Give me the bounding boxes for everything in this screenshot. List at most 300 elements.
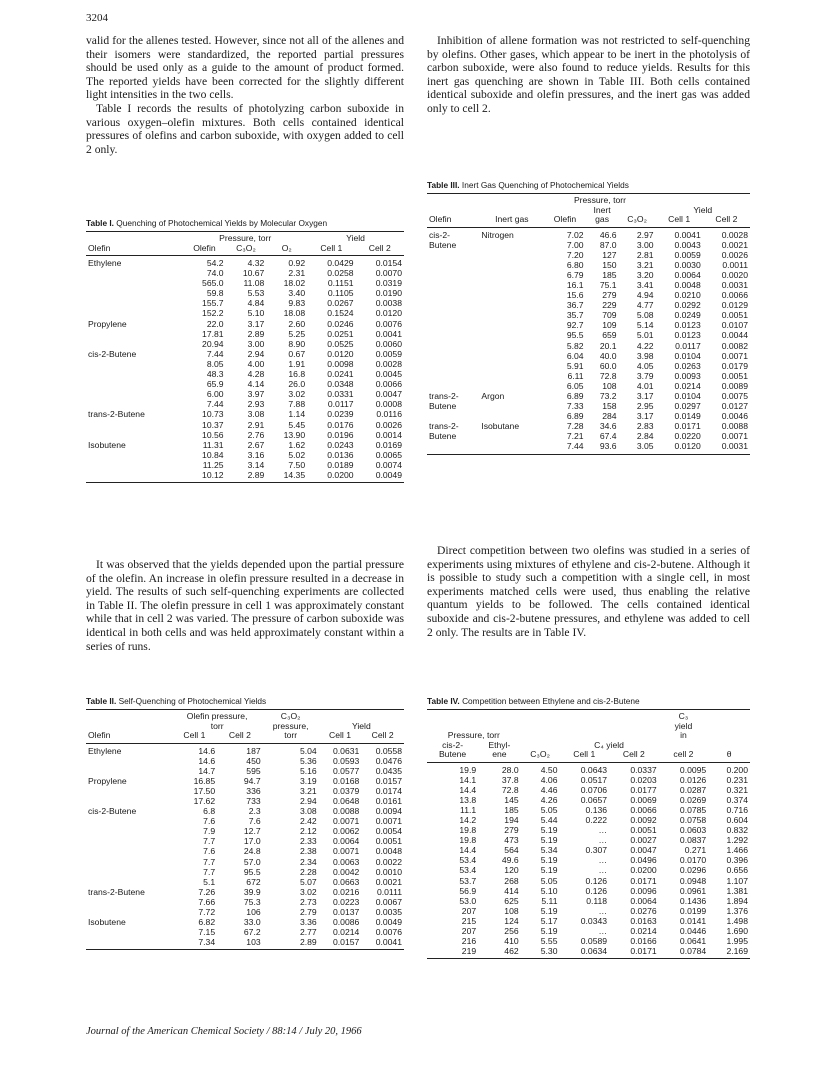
table-cell: 7.26 [198, 886, 216, 897]
table-cell: 279 [602, 290, 617, 301]
table-cell: 414 [504, 885, 519, 896]
table-cell: 0.0593 [333, 755, 360, 766]
table-cell: 5.05 [540, 804, 558, 815]
table-cell: 0.0076 [375, 927, 402, 938]
table-cell [479, 290, 544, 300]
table-cell: 20.94 [202, 338, 224, 349]
table-cell: 0.0065 [375, 449, 402, 460]
table-cell: 0.0343 [580, 915, 608, 926]
table-cell: 4.84 [247, 298, 265, 309]
table-cell: 0.0088 [333, 806, 360, 817]
table-cell: 0.396 [726, 855, 748, 866]
table-cell: 4.22 [636, 340, 654, 351]
table-cell: 0.0174 [375, 785, 402, 796]
table-cell: 7.88 [288, 399, 306, 410]
table-cell [86, 857, 172, 867]
table-cell: 2.31 [288, 268, 306, 279]
table-2-grid [86, 709, 404, 950]
table-row [86, 857, 404, 867]
table-cell: 0.1151 [327, 278, 354, 289]
table-cell: 1.376 [726, 905, 748, 916]
table-cell: 56.9 [459, 885, 477, 896]
table-cell [427, 250, 479, 260]
table-cell: 0.0048 [674, 279, 701, 290]
column-header: Olefin [86, 731, 172, 743]
paragraph: valid for the allenes tested. However, since not all of the allenes and their isomers were standardized, the reported partial pressures should be used only as a guide to the amount of product formed. The reported yields have been corrected for the slightly different light intensities in the two cells. [86, 34, 404, 102]
table-cell: 2.83 [636, 421, 654, 432]
table-cell: 2.93 [247, 399, 265, 410]
table-cell: 4.06 [540, 774, 558, 785]
table-cell: 0.0246 [327, 318, 354, 329]
table-cell: 0.0263 [674, 360, 701, 371]
table-cell [86, 430, 183, 440]
table-cell: 12.7 [243, 826, 261, 837]
table-cell: 5.53 [247, 288, 265, 299]
table-cell [427, 361, 479, 371]
table-row [427, 401, 750, 411]
table-cell: 93.6 [586, 441, 619, 454]
table-row [86, 319, 404, 329]
table-cell: 14.7 [198, 765, 216, 776]
table-cell [86, 379, 183, 389]
table-caption: Table III. Inert Gas Quenching of Photochemical Yields [427, 180, 629, 190]
table-row [427, 310, 750, 320]
table-cell: 0.0214 [630, 926, 657, 936]
table-cell: 7.9 [203, 826, 216, 837]
table-cell: 14.6 [198, 745, 216, 756]
table-cell: 0.0089 [721, 380, 748, 391]
table-cell: 36.7 [566, 300, 584, 311]
table-cell: 1.62 [288, 439, 306, 450]
table-cell: 6.00 [206, 389, 224, 400]
table-cell: 3.17 [636, 391, 654, 401]
table-cell [86, 816, 172, 826]
table-cell: 0.0476 [375, 755, 402, 766]
table-cell: 0.0044 [721, 330, 748, 341]
table-row [427, 240, 750, 250]
table-cell: 108 [504, 905, 519, 916]
table-cell: 0.0088 [721, 421, 748, 432]
table-cell: 0.1105 [327, 288, 354, 299]
table-row [427, 896, 750, 906]
table-cell: 1.894 [726, 895, 748, 906]
table-cell: 0.0379 [333, 785, 360, 796]
table-cell: 3.08 [247, 409, 265, 420]
table-row [86, 937, 404, 950]
table-cell: 0.0269 [679, 794, 707, 805]
table-cell: 0.0200 [630, 865, 657, 876]
table-cell: cis-2- [429, 229, 451, 240]
table-cell [479, 280, 544, 290]
table-cell: 3.97 [247, 389, 265, 400]
table-cell: 0.0961 [679, 885, 707, 896]
table-cell: 6.8 [203, 806, 216, 817]
table-cell: 0.0051 [721, 370, 748, 381]
table-cell: 17.81 [202, 328, 224, 339]
table-row [427, 825, 750, 835]
table-cell: 0.0631 [333, 745, 360, 756]
table-cell: 2.33 [299, 836, 317, 847]
table-cell [479, 250, 544, 260]
table-cell: … [598, 825, 608, 836]
table-cell: 2.28 [299, 866, 317, 877]
table-cell: cis-2-Butene [88, 806, 137, 817]
table-cell: 10.67 [242, 268, 265, 279]
table-cell: 7.44 [206, 348, 224, 359]
table-cell: 0.0035 [375, 907, 402, 917]
table-cell: 284 [602, 411, 617, 422]
column-header: C₃O₂ [619, 215, 656, 227]
table-cell: 0.0220 [674, 431, 701, 442]
table-cell: 0.0129 [721, 300, 748, 311]
table-cell: 0.0086 [333, 917, 360, 928]
table-row [427, 876, 750, 886]
table-cell: 0.0163 [630, 915, 657, 926]
table-cell: 5.01 [636, 330, 654, 341]
table-1-grid [86, 231, 404, 483]
table-cell: 185 [602, 269, 617, 280]
table-row [86, 359, 404, 369]
table-cell: 0.374 [726, 794, 748, 805]
column-header: Ethyl- [488, 739, 511, 750]
table-cell: 7.50 [288, 459, 306, 470]
table-row [427, 227, 750, 240]
table-cell: 4.46 [540, 784, 558, 795]
paragraph: Inhibition of allene formation was not restricted to self-quenching by olefins. Other gases, which appear to be inert in the photolysis of carbon suboxide, were also found to reduce yields. Results for this inert gas quenching are shown in Table III. Both cells contained identical suboxide and olefin pressures, and the inert gas was added only to cell 2. [427, 34, 750, 115]
table-cell [427, 381, 479, 391]
table-row [86, 786, 404, 796]
table-cell [86, 329, 183, 339]
table-row [86, 917, 404, 927]
table-cell: 2.42 [299, 816, 317, 827]
table-cell [479, 431, 544, 441]
table-cell: 672 [246, 876, 261, 887]
table-cell: 0.0045 [375, 369, 402, 380]
table-cell: 7.72 [198, 907, 216, 917]
table-cell: 11.31 [202, 439, 224, 450]
table-cell: 0.0123 [674, 330, 701, 341]
table-cell: 0.0784 [659, 946, 709, 959]
table-cell: 4.00 [247, 358, 265, 369]
table-cell: 0.0046 [721, 411, 748, 422]
table-cell: 0.0171 [674, 421, 701, 432]
table-3 [427, 180, 750, 455]
table-cell [86, 359, 183, 369]
table-cell: 6.79 [566, 269, 584, 280]
table-row [427, 785, 750, 795]
table-cell: 3.98 [636, 350, 654, 361]
table-row [427, 946, 750, 959]
table-cell: 7.66 [198, 896, 216, 907]
table-cell: 155.7 [202, 298, 224, 309]
table-cell [479, 300, 544, 310]
table-cell: 0.0157 [375, 775, 402, 786]
column-header: C₃O₂ [226, 244, 267, 256]
table-cell: 0.0137 [333, 907, 360, 917]
table-cell: 0.0168 [333, 775, 360, 786]
table-cell: 24.8 [243, 846, 261, 857]
table-cell [86, 867, 172, 877]
table-cell: 0.0062 [333, 826, 360, 837]
column-header: cis-2- [442, 739, 464, 750]
table-cell: 709 [602, 310, 617, 321]
table-cell: 4.94 [636, 290, 654, 301]
table-row [427, 290, 750, 300]
table-row [86, 379, 404, 389]
table-cell: 2.94 [299, 795, 317, 806]
table-cell: 0.0008 [375, 399, 402, 410]
table-cell [427, 330, 479, 340]
table-cell: 5.19 [540, 835, 558, 846]
table-cell: 4.32 [247, 258, 265, 268]
table-cell: 0.0149 [674, 411, 701, 422]
table-row [427, 351, 750, 361]
table-cell: Argon [481, 391, 505, 401]
table-cell: 7.21 [566, 431, 584, 442]
table-cell: Isobutene [88, 439, 126, 450]
table-cell: 0.0169 [375, 439, 402, 450]
table-cell: 7.6 [203, 816, 216, 827]
table-cell: … [598, 835, 608, 846]
table-cell [86, 766, 172, 776]
table-cell: 0.0203 [630, 774, 657, 785]
table-cell: 7.7 [203, 856, 216, 867]
journal-footer: Journal of the American Chemical Society / 88:14 / July 20, 1966 [86, 1026, 362, 1037]
table-cell: 1.498 [726, 915, 748, 926]
column-header: Olefin [427, 215, 479, 227]
table-cell: 0.0095 [679, 764, 707, 775]
table-cell: 6.89 [566, 391, 584, 401]
table-cell: … [598, 865, 608, 876]
table-cell: 14.6 [198, 755, 216, 766]
table-cell: 0.0064 [674, 269, 701, 280]
table-cell: 5.44 [540, 814, 558, 825]
table-cell [86, 937, 172, 950]
table-cell: 2.76 [247, 429, 265, 440]
table-cell: 0.0104 [674, 391, 701, 401]
table-cell: 0.0243 [327, 439, 354, 450]
column-header: Cell 2 [703, 215, 750, 227]
table-cell: 207 [461, 926, 477, 936]
table-cell [86, 877, 172, 887]
table-cell [479, 240, 544, 250]
column-group-header: Pressure, torr [183, 232, 307, 244]
table-cell: 152.2 [202, 308, 224, 319]
table-1 [86, 218, 404, 483]
table-cell: 5.19 [540, 855, 558, 866]
table-cell: trans-2- [429, 391, 459, 401]
table-cell [427, 341, 479, 351]
table-cell [427, 371, 479, 381]
column-header: Inert [593, 204, 611, 215]
table-row [427, 886, 750, 896]
table-cell [86, 826, 172, 836]
table-cell: 0.0116 [376, 409, 402, 420]
table-cell: 3.41 [636, 279, 654, 290]
table-cell: 0.604 [726, 814, 748, 825]
table-cell [86, 288, 183, 298]
table-cell: 0.0048 [375, 846, 402, 857]
table-cell: 4.05 [636, 360, 654, 371]
table-cell: 0.0094 [375, 806, 402, 817]
table-row [86, 897, 404, 907]
table-cell: 67.2 [243, 927, 261, 938]
table-cell: 1.14 [288, 409, 306, 420]
table-cell [86, 369, 183, 379]
table-cell: 0.0060 [375, 338, 402, 349]
column-header: C₃O₂ [521, 750, 560, 762]
table-cell: 10.73 [202, 409, 224, 420]
table-cell: 6.82 [198, 917, 216, 928]
table-row [427, 926, 750, 936]
table-row [427, 441, 750, 454]
table-4-grid [427, 709, 750, 959]
table-cell: 0.0216 [333, 886, 360, 897]
table-cell: 0.0120 [375, 308, 402, 319]
page-number: 3204 [86, 12, 108, 24]
table-cell: 0.0758 [679, 814, 707, 825]
table-cell: … [598, 905, 608, 916]
table-cell: 3.19 [299, 775, 317, 786]
table-cell: Isobutene [88, 917, 126, 928]
column-header: Cell 1 [172, 731, 217, 743]
table-cell [479, 310, 544, 320]
table-cell [427, 411, 479, 421]
table-cell: 8.90 [288, 338, 306, 349]
table-cell: 39.9 [243, 886, 261, 897]
table-cell: 0.136 [585, 804, 608, 815]
table-cell: 0.0603 [679, 825, 707, 836]
table-cell: Nitrogen [481, 229, 514, 240]
table-cell: 75.3 [243, 896, 261, 907]
table-cell: 16.1 [566, 279, 584, 290]
table-caption: Table II. Self-Quenching of Photochemical Yields [86, 696, 267, 706]
column-group-header: Yield [693, 204, 713, 215]
column-header: θ [708, 750, 750, 762]
table-row [86, 339, 404, 349]
table-row [86, 278, 404, 288]
table-row [86, 927, 404, 937]
column-header: torr [263, 731, 319, 743]
table-row [427, 431, 750, 441]
table-cell: 15.6 [566, 290, 584, 301]
table-row [427, 421, 750, 431]
table-row [86, 268, 404, 278]
table-cell: 0.321 [726, 784, 748, 795]
column-header: cell 2 [659, 750, 709, 762]
table-cell: 0.0076 [375, 318, 402, 329]
table-cell: 0.0026 [721, 249, 748, 260]
table-cell: 0.0051 [375, 836, 402, 847]
table-cell: 2.169 [708, 946, 750, 959]
table-row [427, 391, 750, 401]
table-cell: 0.0120 [656, 441, 703, 454]
table-cell: trans-2-Butene [88, 886, 145, 897]
table-cell: 0.0047 [375, 389, 402, 400]
table-cell: 450 [246, 755, 261, 766]
table-cell: 0.0043 [674, 239, 701, 250]
table-cell: 9.83 [288, 298, 306, 309]
column-group-header: Olefin pressure, [172, 710, 263, 722]
column-header: Cell 2 [356, 244, 404, 256]
table-cell [86, 907, 172, 917]
table-cell [479, 441, 544, 454]
table-cell: 6.80 [566, 259, 584, 270]
table-cell: 19.9 [459, 764, 477, 775]
table-cell: 5.17 [540, 915, 558, 926]
table-cell: 11.25 [202, 459, 224, 470]
table-cell: Isobutane [481, 421, 520, 432]
column-header: Cell 1 [307, 244, 355, 256]
table-cell: 0.0071 [375, 816, 402, 827]
table-cell: 0.231 [726, 774, 748, 785]
table-cell: 194 [504, 814, 519, 825]
table-cell [86, 786, 172, 796]
table-row [86, 298, 404, 308]
table-cell: 0.126 [585, 885, 608, 896]
table-cell: 0.0096 [630, 885, 657, 896]
table-cell: 3.08 [299, 806, 317, 817]
table-cell: 11.08 [243, 278, 265, 289]
table-cell: 3.17 [636, 411, 654, 422]
table-cell: 0.0027 [630, 835, 657, 846]
table-cell: 0.0296 [679, 865, 707, 876]
table-row [427, 762, 750, 775]
table-cell: 0.0558 [375, 745, 402, 756]
table-row [86, 816, 404, 826]
table-cell: 3.05 [619, 441, 656, 454]
table-cell: 0.0028 [721, 229, 748, 240]
column-header: yield [674, 720, 693, 731]
table-cell: 67.4 [599, 431, 617, 442]
table-cell: 0.716 [726, 804, 748, 815]
table-cell [427, 300, 479, 310]
column-header: Cell 1 [319, 731, 362, 743]
table-cell: 0.1524 [327, 308, 354, 319]
column-header: Inert gas [479, 215, 544, 227]
table-cell: 0.0297 [674, 401, 701, 412]
table-cell: 0.271 [684, 845, 707, 856]
table-cell: 4.14 [247, 379, 265, 390]
table-cell: 158 [602, 401, 617, 412]
table-cell: 0.0111 [376, 886, 402, 897]
table-cell [479, 411, 544, 421]
table-cell: 95.5 [243, 866, 261, 877]
table-cell: 6.11 [567, 370, 584, 381]
column-header: pressure, [272, 720, 309, 731]
table-cell: 564 [504, 845, 519, 856]
table-cell: 0.0066 [375, 379, 402, 390]
table-cell: 5.19 [540, 865, 558, 876]
table-cell: 0.0643 [580, 764, 608, 775]
table-cell: trans-2-Butene [88, 409, 145, 420]
table-cell: 0.0010 [375, 866, 402, 877]
table-row [86, 756, 404, 766]
table-cell: 87.0 [599, 239, 617, 250]
table-row [86, 369, 404, 379]
table-cell: 0.0030 [674, 259, 701, 270]
table-cell: 0.0785 [679, 804, 707, 815]
table-row [427, 250, 750, 260]
table-row [427, 835, 750, 845]
table-cell: 0.0011 [722, 259, 748, 270]
table-cell: 0.0171 [630, 875, 657, 886]
table-cell: 0.0064 [630, 895, 657, 906]
table-cell: 0.0071 [721, 350, 748, 361]
table-cell: 5.55 [540, 936, 558, 947]
table-cell: 0.0054 [375, 826, 402, 837]
table-cell: 0.0171 [609, 946, 659, 959]
